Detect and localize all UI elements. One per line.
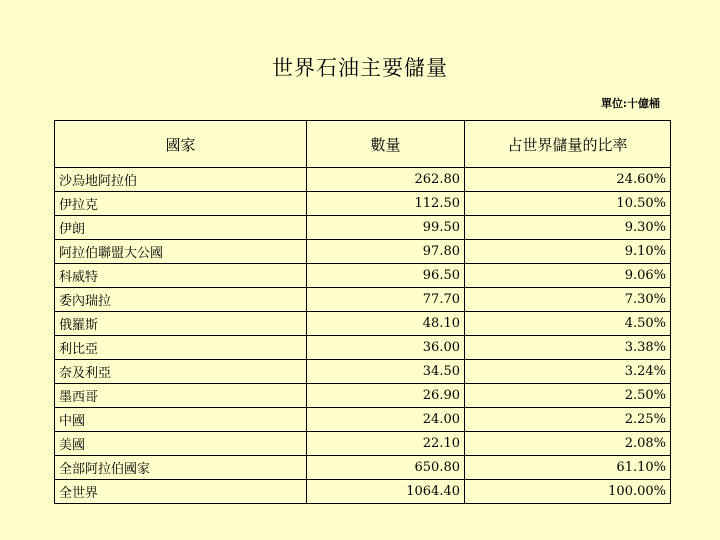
cell-quantity: 112.50 (307, 192, 465, 216)
cell-country: 墨西哥 (55, 384, 307, 408)
cell-quantity: 26.90 (307, 384, 465, 408)
header-quantity: 數量 (307, 121, 465, 168)
cell-quantity: 24.00 (307, 408, 465, 432)
table-header-row (55, 121, 671, 168)
cell-country: 伊拉克 (55, 192, 307, 216)
cell-country: 中國 (55, 408, 307, 432)
table-row (55, 456, 671, 480)
table-row (55, 312, 671, 336)
cell-country: 阿拉伯聯盟大公國 (55, 240, 307, 264)
table-row (55, 408, 671, 432)
cell-share: 61.10% (465, 456, 671, 480)
table-row (55, 480, 671, 504)
cell-quantity: 77.70 (307, 288, 465, 312)
cell-country: 委內瑞拉 (55, 288, 307, 312)
table-row (55, 360, 671, 384)
table-row (55, 384, 671, 408)
table-row (55, 168, 671, 192)
cell-country: 全部阿拉伯國家 (55, 456, 307, 480)
cell-share: 3.24% (465, 360, 671, 384)
cell-country: 科威特 (55, 264, 307, 288)
header-share: 占世界儲量的比率 (465, 121, 671, 168)
cell-share: 7.30% (465, 288, 671, 312)
cell-quantity: 34.50 (307, 360, 465, 384)
cell-country: 沙烏地阿拉伯 (55, 168, 307, 192)
header-country: 國家 (55, 121, 307, 168)
cell-share: 4.50% (465, 312, 671, 336)
table-row (55, 288, 671, 312)
cell-share: 2.50% (465, 384, 671, 408)
table-row (55, 216, 671, 240)
table-row (55, 432, 671, 456)
cell-share: 2.08% (465, 432, 671, 456)
cell-share: 9.30% (465, 216, 671, 240)
unit-label: 單位:十億桶 (600, 97, 660, 110)
cell-country: 伊朗 (55, 216, 307, 240)
cell-quantity: 97.80 (307, 240, 465, 264)
cell-share: 9.10% (465, 240, 671, 264)
table-row (55, 264, 671, 288)
cell-quantity: 22.10 (307, 432, 465, 456)
cell-share: 100.00% (465, 480, 671, 504)
table-row (55, 240, 671, 264)
oil-reserves-table (54, 120, 671, 504)
cell-country: 全世界 (55, 480, 307, 504)
cell-quantity: 262.80 (307, 168, 465, 192)
cell-quantity: 96.50 (307, 264, 465, 288)
cell-country: 美國 (55, 432, 307, 456)
cell-country: 奈及利亞 (55, 360, 307, 384)
cell-share: 24.60% (465, 168, 671, 192)
cell-quantity: 1064.40 (307, 480, 465, 504)
cell-share: 10.50% (465, 192, 671, 216)
page-title: 世界石油主要儲量 (272, 56, 448, 80)
cell-country: 利比亞 (55, 336, 307, 360)
table-row (55, 336, 671, 360)
cell-quantity: 48.10 (307, 312, 465, 336)
cell-share: 3.38% (465, 336, 671, 360)
table-row (55, 192, 671, 216)
cell-share: 2.25% (465, 408, 671, 432)
cell-quantity: 650.80 (307, 456, 465, 480)
cell-quantity: 36.00 (307, 336, 465, 360)
cell-country: 俄羅斯 (55, 312, 307, 336)
cell-share: 9.06% (465, 264, 671, 288)
cell-quantity: 99.50 (307, 216, 465, 240)
